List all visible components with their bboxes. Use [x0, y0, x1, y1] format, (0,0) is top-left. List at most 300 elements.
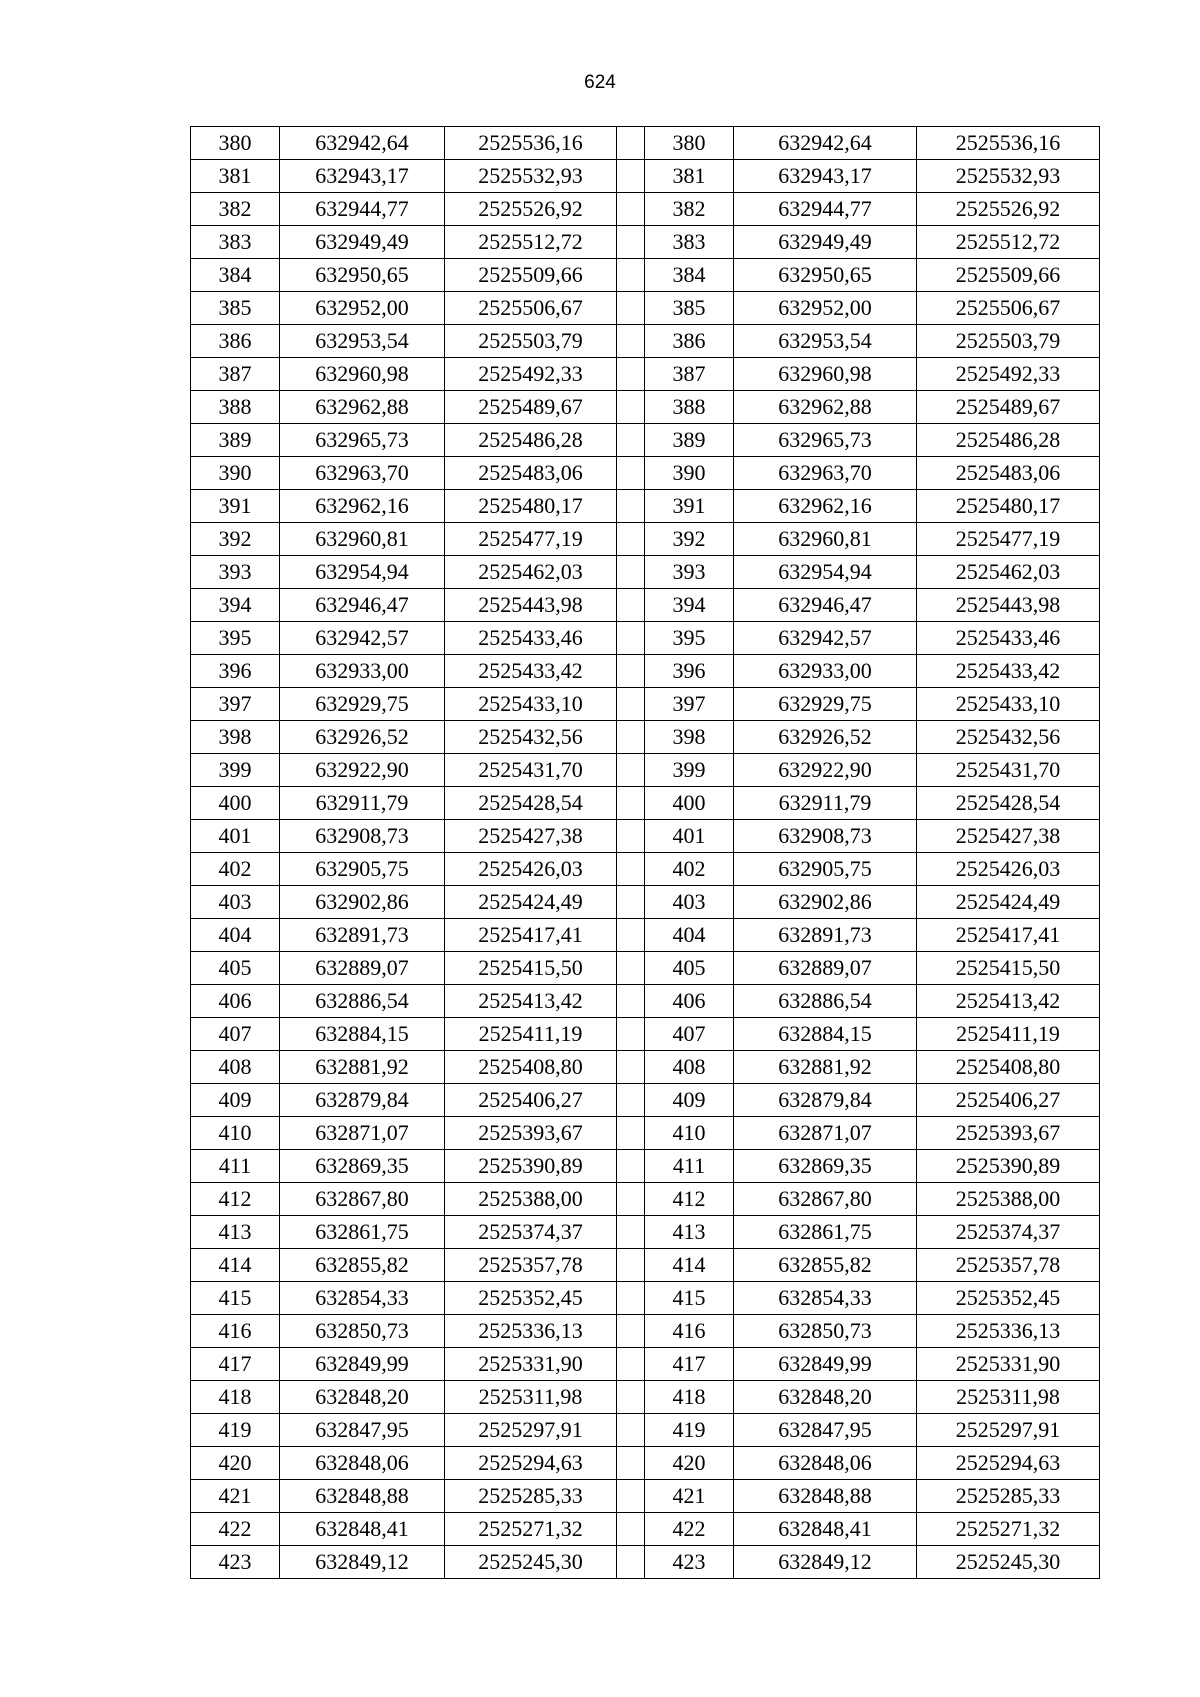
spacer-cell [617, 1183, 645, 1216]
x-coordinate-cell: 632942,57 [280, 622, 445, 655]
y-coordinate-cell: 2525388,00 [917, 1183, 1100, 1216]
x-coordinate-cell: 632879,84 [280, 1084, 445, 1117]
point-number-cell: 395 [191, 622, 280, 655]
y-coordinate-cell: 2525374,37 [917, 1216, 1100, 1249]
y-coordinate-cell: 2525433,42 [917, 655, 1100, 688]
point-number-cell: 387 [645, 358, 734, 391]
spacer-cell [617, 160, 645, 193]
table-row [191, 1315, 1100, 1348]
point-number-cell: 390 [645, 457, 734, 490]
y-coordinate-cell: 2525483,06 [445, 457, 617, 490]
point-number-cell: 388 [191, 391, 280, 424]
y-coordinate-cell: 2525509,66 [917, 259, 1100, 292]
spacer-cell [617, 754, 645, 787]
point-number-cell: 410 [191, 1117, 280, 1150]
point-number-cell: 422 [645, 1513, 734, 1546]
table-row [191, 127, 1100, 160]
spacer-cell [617, 490, 645, 523]
y-coordinate-cell: 2525336,13 [917, 1315, 1100, 1348]
point-number-cell: 403 [191, 886, 280, 919]
y-coordinate-cell: 2525357,78 [917, 1249, 1100, 1282]
x-coordinate-cell: 632879,84 [734, 1084, 917, 1117]
x-coordinate-cell: 632949,49 [734, 226, 917, 259]
spacer-cell [617, 523, 645, 556]
y-coordinate-cell: 2525426,03 [445, 853, 617, 886]
y-coordinate-cell: 2525297,91 [445, 1414, 617, 1447]
x-coordinate-cell: 632861,75 [280, 1216, 445, 1249]
x-coordinate-cell: 632855,82 [280, 1249, 445, 1282]
table-row [191, 1183, 1100, 1216]
x-coordinate-cell: 632850,73 [280, 1315, 445, 1348]
y-coordinate-cell: 2525417,41 [445, 919, 617, 952]
table-row [191, 985, 1100, 1018]
y-coordinate-cell: 2525433,10 [445, 688, 617, 721]
y-coordinate-cell: 2525526,92 [445, 193, 617, 226]
y-coordinate-cell: 2525427,38 [917, 820, 1100, 853]
spacer-cell [617, 622, 645, 655]
y-coordinate-cell: 2525480,17 [445, 490, 617, 523]
x-coordinate-cell: 632854,33 [734, 1282, 917, 1315]
x-coordinate-cell: 632962,88 [280, 391, 445, 424]
point-number-cell: 413 [645, 1216, 734, 1249]
y-coordinate-cell: 2525428,54 [917, 787, 1100, 820]
x-coordinate-cell: 632960,98 [734, 358, 917, 391]
spacer-cell [617, 1084, 645, 1117]
table-row [191, 1150, 1100, 1183]
table-row [191, 259, 1100, 292]
table-row [191, 325, 1100, 358]
x-coordinate-cell: 632849,12 [734, 1546, 917, 1579]
point-number-cell: 397 [645, 688, 734, 721]
spacer-cell [617, 1249, 645, 1282]
point-number-cell: 414 [645, 1249, 734, 1282]
y-coordinate-cell: 2525433,10 [917, 688, 1100, 721]
y-coordinate-cell: 2525406,27 [445, 1084, 617, 1117]
point-number-cell: 412 [645, 1183, 734, 1216]
point-number-cell: 403 [645, 886, 734, 919]
table-row [191, 1051, 1100, 1084]
table-row [191, 820, 1100, 853]
x-coordinate-cell: 632848,20 [280, 1381, 445, 1414]
table-row [191, 160, 1100, 193]
spacer-cell [617, 1513, 645, 1546]
x-coordinate-cell: 632962,88 [734, 391, 917, 424]
x-coordinate-cell: 632950,65 [734, 259, 917, 292]
point-number-cell: 407 [645, 1018, 734, 1051]
x-coordinate-cell: 632855,82 [734, 1249, 917, 1282]
x-coordinate-cell: 632884,15 [734, 1018, 917, 1051]
y-coordinate-cell: 2525483,06 [917, 457, 1100, 490]
table-row [191, 292, 1100, 325]
y-coordinate-cell: 2525433,46 [917, 622, 1100, 655]
x-coordinate-cell: 632908,73 [280, 820, 445, 853]
point-number-cell: 412 [191, 1183, 280, 1216]
x-coordinate-cell: 632965,73 [734, 424, 917, 457]
point-number-cell: 389 [191, 424, 280, 457]
spacer-cell [617, 1117, 645, 1150]
y-coordinate-cell: 2525424,49 [917, 886, 1100, 919]
point-number-cell: 422 [191, 1513, 280, 1546]
x-coordinate-cell: 632926,52 [280, 721, 445, 754]
y-coordinate-cell: 2525431,70 [445, 754, 617, 787]
point-number-cell: 382 [645, 193, 734, 226]
spacer-cell [617, 292, 645, 325]
y-coordinate-cell: 2525311,98 [445, 1381, 617, 1414]
spacer-cell [617, 655, 645, 688]
x-coordinate-cell: 632942,57 [734, 622, 917, 655]
y-coordinate-cell: 2525294,63 [445, 1447, 617, 1480]
x-coordinate-cell: 632926,52 [734, 721, 917, 754]
point-number-cell: 411 [645, 1150, 734, 1183]
y-coordinate-cell: 2525352,45 [445, 1282, 617, 1315]
x-coordinate-cell: 632867,80 [734, 1183, 917, 1216]
y-coordinate-cell: 2525431,70 [917, 754, 1100, 787]
y-coordinate-cell: 2525336,13 [445, 1315, 617, 1348]
point-number-cell: 381 [191, 160, 280, 193]
point-number-cell: 383 [191, 226, 280, 259]
point-number-cell: 402 [191, 853, 280, 886]
x-coordinate-cell: 632886,54 [280, 985, 445, 1018]
spacer-cell [617, 952, 645, 985]
y-coordinate-cell: 2525433,46 [445, 622, 617, 655]
x-coordinate-cell: 632952,00 [280, 292, 445, 325]
x-coordinate-cell: 632848,06 [280, 1447, 445, 1480]
point-number-cell: 400 [645, 787, 734, 820]
table-row [191, 655, 1100, 688]
spacer-cell [617, 1348, 645, 1381]
spacer-cell [617, 457, 645, 490]
y-coordinate-cell: 2525408,80 [917, 1051, 1100, 1084]
x-coordinate-cell: 632881,92 [280, 1051, 445, 1084]
y-coordinate-cell: 2525443,98 [917, 589, 1100, 622]
point-number-cell: 382 [191, 193, 280, 226]
y-coordinate-cell: 2525532,93 [917, 160, 1100, 193]
y-coordinate-cell: 2525486,28 [917, 424, 1100, 457]
point-number-cell: 421 [645, 1480, 734, 1513]
x-coordinate-cell: 632911,79 [734, 787, 917, 820]
spacer-cell [617, 985, 645, 1018]
x-coordinate-cell: 632854,33 [280, 1282, 445, 1315]
y-coordinate-cell: 2525477,19 [917, 523, 1100, 556]
spacer-cell [617, 688, 645, 721]
coordinates-table-body [191, 127, 1100, 1579]
x-coordinate-cell: 632933,00 [734, 655, 917, 688]
point-number-cell: 402 [645, 853, 734, 886]
x-coordinate-cell: 632962,16 [734, 490, 917, 523]
table-row [191, 391, 1100, 424]
y-coordinate-cell: 2525411,19 [445, 1018, 617, 1051]
y-coordinate-cell: 2525415,50 [917, 952, 1100, 985]
x-coordinate-cell: 632847,95 [734, 1414, 917, 1447]
x-coordinate-cell: 632952,00 [734, 292, 917, 325]
point-number-cell: 380 [191, 127, 280, 160]
spacer-cell [617, 919, 645, 952]
point-number-cell: 415 [645, 1282, 734, 1315]
x-coordinate-cell: 632891,73 [734, 919, 917, 952]
y-coordinate-cell: 2525311,98 [917, 1381, 1100, 1414]
x-coordinate-cell: 632848,41 [280, 1513, 445, 1546]
point-number-cell: 410 [645, 1117, 734, 1150]
spacer-cell [617, 1381, 645, 1414]
x-coordinate-cell: 632944,77 [734, 193, 917, 226]
table-row [191, 358, 1100, 391]
x-coordinate-cell: 632881,92 [734, 1051, 917, 1084]
table-row [191, 1282, 1100, 1315]
x-coordinate-cell: 632943,17 [280, 160, 445, 193]
y-coordinate-cell: 2525443,98 [445, 589, 617, 622]
x-coordinate-cell: 632869,35 [280, 1150, 445, 1183]
y-coordinate-cell: 2525432,56 [445, 721, 617, 754]
x-coordinate-cell: 632867,80 [280, 1183, 445, 1216]
table-row [191, 1117, 1100, 1150]
point-number-cell: 409 [645, 1084, 734, 1117]
x-coordinate-cell: 632884,15 [280, 1018, 445, 1051]
point-number-cell: 416 [191, 1315, 280, 1348]
spacer-cell [617, 787, 645, 820]
table-row [191, 952, 1100, 985]
table-row [191, 721, 1100, 754]
y-coordinate-cell: 2525424,49 [445, 886, 617, 919]
point-number-cell: 417 [191, 1348, 280, 1381]
spacer-cell [617, 325, 645, 358]
point-number-cell: 407 [191, 1018, 280, 1051]
point-number-cell: 385 [191, 292, 280, 325]
x-coordinate-cell: 632905,75 [280, 853, 445, 886]
y-coordinate-cell: 2525489,67 [917, 391, 1100, 424]
point-number-cell: 385 [645, 292, 734, 325]
point-number-cell: 419 [191, 1414, 280, 1447]
spacer-cell [617, 589, 645, 622]
point-number-cell: 421 [191, 1480, 280, 1513]
y-coordinate-cell: 2525390,89 [917, 1150, 1100, 1183]
table-row [191, 919, 1100, 952]
y-coordinate-cell: 2525390,89 [445, 1150, 617, 1183]
x-coordinate-cell: 632908,73 [734, 820, 917, 853]
y-coordinate-cell: 2525352,45 [917, 1282, 1100, 1315]
point-number-cell: 391 [191, 490, 280, 523]
y-coordinate-cell: 2525492,33 [445, 358, 617, 391]
y-coordinate-cell: 2525432,56 [917, 721, 1100, 754]
point-number-cell: 381 [645, 160, 734, 193]
x-coordinate-cell: 632954,94 [734, 556, 917, 589]
y-coordinate-cell: 2525285,33 [917, 1480, 1100, 1513]
spacer-cell [617, 1480, 645, 1513]
spacer-cell [617, 193, 645, 226]
x-coordinate-cell: 632850,73 [734, 1315, 917, 1348]
x-coordinate-cell: 632871,07 [280, 1117, 445, 1150]
point-number-cell: 396 [191, 655, 280, 688]
y-coordinate-cell: 2525417,41 [917, 919, 1100, 952]
point-number-cell: 404 [645, 919, 734, 952]
spacer-cell [617, 1282, 645, 1315]
x-coordinate-cell: 632950,65 [280, 259, 445, 292]
point-number-cell: 390 [191, 457, 280, 490]
x-coordinate-cell: 632905,75 [734, 853, 917, 886]
spacer-cell [617, 1051, 645, 1084]
spacer-cell [617, 556, 645, 589]
table-row [191, 1084, 1100, 1117]
point-number-cell: 418 [645, 1381, 734, 1414]
y-coordinate-cell: 2525532,93 [445, 160, 617, 193]
x-coordinate-cell: 632902,86 [280, 886, 445, 919]
table-row [191, 193, 1100, 226]
point-number-cell: 415 [191, 1282, 280, 1315]
x-coordinate-cell: 632847,95 [280, 1414, 445, 1447]
y-coordinate-cell: 2525503,79 [917, 325, 1100, 358]
table-row [191, 1414, 1100, 1447]
point-number-cell: 413 [191, 1216, 280, 1249]
point-number-cell: 392 [645, 523, 734, 556]
point-number-cell: 411 [191, 1150, 280, 1183]
y-coordinate-cell: 2525426,03 [917, 853, 1100, 886]
table-row [191, 1447, 1100, 1480]
y-coordinate-cell: 2525388,00 [445, 1183, 617, 1216]
y-coordinate-cell: 2525406,27 [917, 1084, 1100, 1117]
y-coordinate-cell: 2525477,19 [445, 523, 617, 556]
spacer-cell [617, 853, 645, 886]
point-number-cell: 399 [191, 754, 280, 787]
y-coordinate-cell: 2525503,79 [445, 325, 617, 358]
x-coordinate-cell: 632960,81 [734, 523, 917, 556]
point-number-cell: 396 [645, 655, 734, 688]
spacer-cell [617, 391, 645, 424]
x-coordinate-cell: 632922,90 [734, 754, 917, 787]
y-coordinate-cell: 2525492,33 [917, 358, 1100, 391]
y-coordinate-cell: 2525408,80 [445, 1051, 617, 1084]
table-row [191, 1546, 1100, 1579]
x-coordinate-cell: 632929,75 [280, 688, 445, 721]
point-number-cell: 409 [191, 1084, 280, 1117]
x-coordinate-cell: 632960,81 [280, 523, 445, 556]
y-coordinate-cell: 2525285,33 [445, 1480, 617, 1513]
point-number-cell: 395 [645, 622, 734, 655]
page-number: 624 [584, 72, 616, 93]
y-coordinate-cell: 2525415,50 [445, 952, 617, 985]
y-coordinate-cell: 2525413,42 [445, 985, 617, 1018]
table-row [191, 424, 1100, 457]
x-coordinate-cell: 632849,12 [280, 1546, 445, 1579]
y-coordinate-cell: 2525428,54 [445, 787, 617, 820]
point-number-cell: 399 [645, 754, 734, 787]
table-row [191, 1381, 1100, 1414]
point-number-cell: 418 [191, 1381, 280, 1414]
point-number-cell: 394 [645, 589, 734, 622]
table-row [191, 523, 1100, 556]
x-coordinate-cell: 632942,64 [734, 127, 917, 160]
x-coordinate-cell: 632869,35 [734, 1150, 917, 1183]
x-coordinate-cell: 632889,07 [280, 952, 445, 985]
point-number-cell: 393 [191, 556, 280, 589]
table-row [191, 457, 1100, 490]
table-row [191, 1216, 1100, 1249]
point-number-cell: 389 [645, 424, 734, 457]
x-coordinate-cell: 632886,54 [734, 985, 917, 1018]
point-number-cell: 408 [645, 1051, 734, 1084]
table-row [191, 226, 1100, 259]
point-number-cell: 383 [645, 226, 734, 259]
point-number-cell: 401 [645, 820, 734, 853]
point-number-cell: 392 [191, 523, 280, 556]
x-coordinate-cell: 632944,77 [280, 193, 445, 226]
spacer-cell [617, 1216, 645, 1249]
table-row [191, 1348, 1100, 1381]
y-coordinate-cell: 2525245,30 [445, 1546, 617, 1579]
point-number-cell: 417 [645, 1348, 734, 1381]
y-coordinate-cell: 2525462,03 [917, 556, 1100, 589]
point-number-cell: 384 [191, 259, 280, 292]
point-number-cell: 408 [191, 1051, 280, 1084]
y-coordinate-cell: 2525509,66 [445, 259, 617, 292]
x-coordinate-cell: 632946,47 [280, 589, 445, 622]
x-coordinate-cell: 632953,54 [280, 325, 445, 358]
spacer-cell [617, 424, 645, 457]
x-coordinate-cell: 632902,86 [734, 886, 917, 919]
point-number-cell: 380 [645, 127, 734, 160]
x-coordinate-cell: 632933,00 [280, 655, 445, 688]
y-coordinate-cell: 2525512,72 [445, 226, 617, 259]
x-coordinate-cell: 632953,54 [734, 325, 917, 358]
x-coordinate-cell: 632848,06 [734, 1447, 917, 1480]
x-coordinate-cell: 632848,20 [734, 1381, 917, 1414]
y-coordinate-cell: 2525271,32 [445, 1513, 617, 1546]
y-coordinate-cell: 2525536,16 [917, 127, 1100, 160]
point-number-cell: 420 [191, 1447, 280, 1480]
x-coordinate-cell: 632946,47 [734, 589, 917, 622]
point-number-cell: 398 [191, 721, 280, 754]
table-row [191, 1018, 1100, 1051]
x-coordinate-cell: 632911,79 [280, 787, 445, 820]
spacer-cell [617, 820, 645, 853]
y-coordinate-cell: 2525526,92 [917, 193, 1100, 226]
y-coordinate-cell: 2525297,91 [917, 1414, 1100, 1447]
x-coordinate-cell: 632949,49 [280, 226, 445, 259]
table-row [191, 490, 1100, 523]
spacer-cell [617, 1546, 645, 1579]
x-coordinate-cell: 632861,75 [734, 1216, 917, 1249]
point-number-cell: 384 [645, 259, 734, 292]
point-number-cell: 423 [645, 1546, 734, 1579]
coordinates-table [190, 126, 1100, 1579]
y-coordinate-cell: 2525486,28 [445, 424, 617, 457]
x-coordinate-cell: 632922,90 [280, 754, 445, 787]
point-number-cell: 414 [191, 1249, 280, 1282]
spacer-cell [617, 1315, 645, 1348]
x-coordinate-cell: 632963,70 [280, 457, 445, 490]
y-coordinate-cell: 2525331,90 [445, 1348, 617, 1381]
y-coordinate-cell: 2525506,67 [917, 292, 1100, 325]
x-coordinate-cell: 632943,17 [734, 160, 917, 193]
x-coordinate-cell: 632965,73 [280, 424, 445, 457]
x-coordinate-cell: 632963,70 [734, 457, 917, 490]
spacer-cell [617, 1150, 645, 1183]
point-number-cell: 420 [645, 1447, 734, 1480]
y-coordinate-cell: 2525427,38 [445, 820, 617, 853]
point-number-cell: 391 [645, 490, 734, 523]
y-coordinate-cell: 2525393,67 [445, 1117, 617, 1150]
point-number-cell: 393 [645, 556, 734, 589]
table-row [191, 622, 1100, 655]
y-coordinate-cell: 2525294,63 [917, 1447, 1100, 1480]
table-row [191, 754, 1100, 787]
table-row [191, 556, 1100, 589]
y-coordinate-cell: 2525413,42 [917, 985, 1100, 1018]
table-row [191, 1513, 1100, 1546]
point-number-cell: 386 [645, 325, 734, 358]
table-row [191, 853, 1100, 886]
point-number-cell: 419 [645, 1414, 734, 1447]
y-coordinate-cell: 2525245,30 [917, 1546, 1100, 1579]
point-number-cell: 400 [191, 787, 280, 820]
